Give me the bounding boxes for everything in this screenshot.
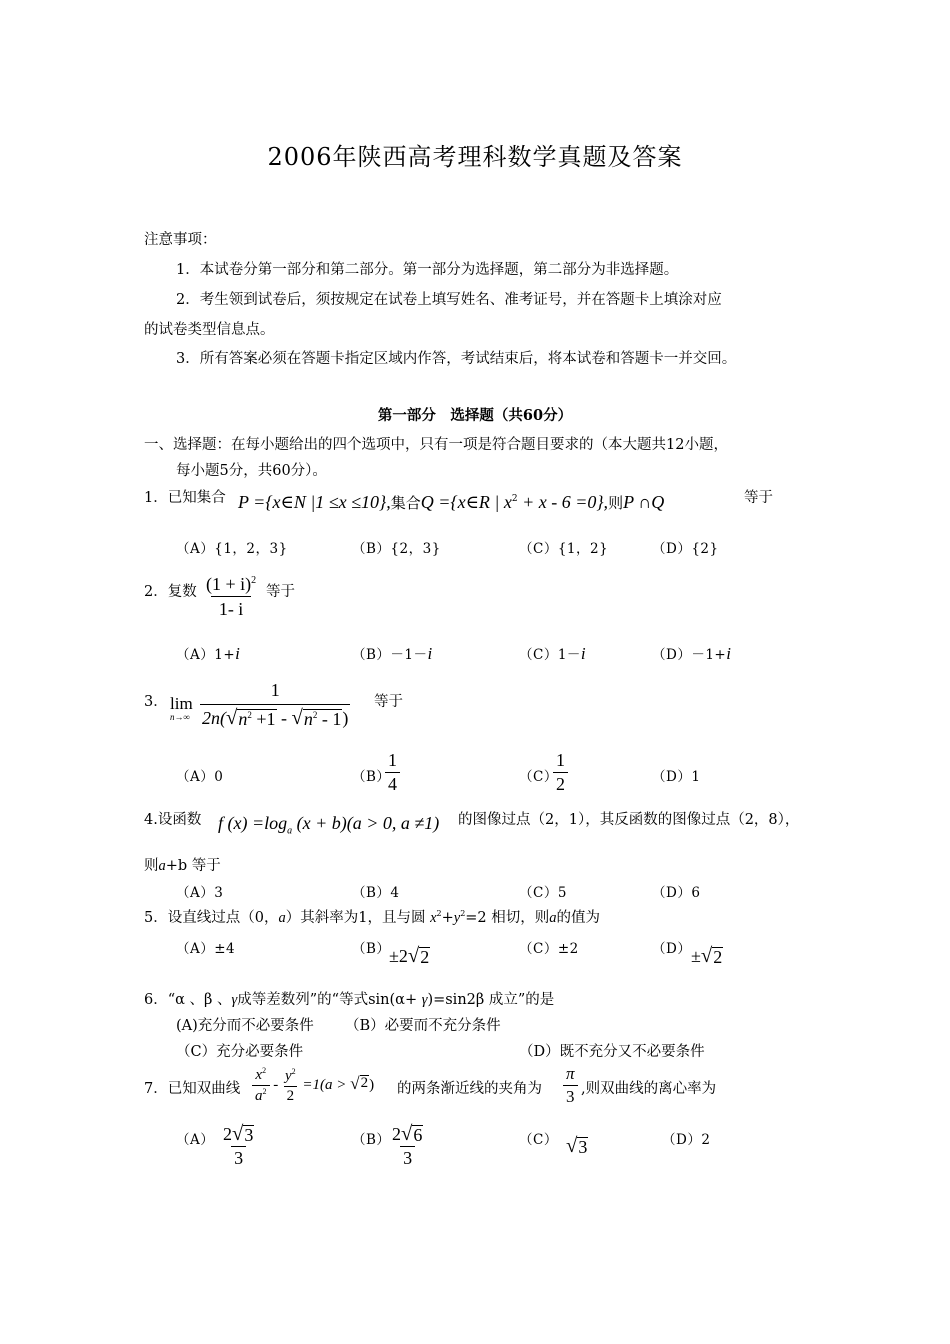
part1-heading: 第一部分 选择题（共60分） bbox=[377, 407, 573, 424]
question-3-number: 3． bbox=[144, 694, 168, 710]
question-1-option-b: （B）{2，3} bbox=[352, 541, 441, 557]
question-1-stem: 1．已知集合 bbox=[144, 490, 226, 506]
notice-item-2-cont: 的试卷类型信息点。 bbox=[144, 322, 275, 338]
question-5-option-c: （C）±2 bbox=[519, 941, 579, 957]
question-5-stem: 5．设直线过点（0，a）其斜率为1，且与圆 $x^2+y^2=2$ 相切，则a的值为 bbox=[144, 909, 601, 926]
question-7-stem: 7．已知双曲线 bbox=[144, 1081, 241, 1097]
question-7-option-b-fraction: 2 √ 6 3 bbox=[392, 1123, 423, 1168]
question-3-fraction: 1 2n( √ $n^2 +1$ - √ $n^2 - 1$ ) bbox=[202, 680, 349, 729]
question-7-option-c-expr: √ 3 bbox=[566, 1135, 588, 1157]
notice-item-1: 1．本试卷分第一部分和第二部分。第一部分为选择题，第二部分为非选择题。 bbox=[176, 262, 679, 278]
question-2-tail: 等于 bbox=[266, 584, 295, 600]
question-2-option-b: （B）－1－i bbox=[352, 644, 433, 663]
question-4-line2: 则a+b 等于 bbox=[144, 858, 221, 874]
question-7-pi-fraction: $\frac{\pi}{3}$ bbox=[563, 1064, 578, 1107]
question-number: 1． bbox=[144, 490, 168, 506]
question-7-tail: ,则双曲线的离心率为 bbox=[581, 1081, 717, 1097]
question-4-option-d: （D）6 bbox=[652, 885, 701, 901]
part1-intro-line2: 每小题5分，共60分）。 bbox=[176, 463, 327, 479]
question-7-option-c: （C） bbox=[519, 1132, 558, 1148]
question-6-option-b: （B）必要而不充分条件 bbox=[345, 1018, 501, 1034]
question-2-option-c: （C）1－i bbox=[519, 644, 587, 663]
question-1-tail: 等于 bbox=[744, 490, 773, 506]
question-4-tail: 的图像过点（2，1），其反函数的图像过点（2，8）， bbox=[458, 812, 800, 828]
question-5-option-b-expr: ±2 √ 2 bbox=[389, 945, 430, 967]
question-4-stem: 4.设函数 bbox=[144, 812, 202, 828]
question-7-formula: $\frac{x^2}{a^2}$ - $\frac{y^2}{2}$ =1(a > √ 2 ) bbox=[252, 1066, 374, 1105]
question-4-option-b: （B）4 bbox=[352, 885, 400, 901]
notice-heading: 注意事项： bbox=[144, 232, 217, 248]
question-3-option-b: （B） bbox=[352, 769, 391, 785]
question-5-option-a: （A）±4 bbox=[176, 941, 236, 957]
question-3-lim: lim bbox=[170, 694, 193, 713]
question-2-option-d: （D）－1+i bbox=[652, 644, 732, 663]
question-1-option-a: （A）{1，2，3} bbox=[176, 541, 288, 557]
question-5-option-b: （B） bbox=[352, 941, 391, 957]
question-7-option-d: （D）2 bbox=[662, 1132, 711, 1148]
question-3-option-c: （C） bbox=[519, 769, 558, 785]
question-7-mid: 的两条渐近线的夹角为 bbox=[397, 1081, 542, 1097]
question-1-option-c: （C）{1，2} bbox=[519, 541, 609, 557]
question-5-option-d-expr: ± √ 2 bbox=[691, 945, 723, 967]
notice-item-2: 2．考生领到试卷后，须按规定在试卷上填写姓名、准考证号，并在答题卡上填涂对应 bbox=[176, 292, 722, 308]
question-7-option-a: （A） bbox=[176, 1132, 215, 1148]
question-3-option-c-fraction: $\frac{1}{2}$ bbox=[553, 750, 568, 795]
notice-item-3: 3．所有答案必须在答题卡指定区域内作答，考试结束后，将本试卷和答题卡一并交回。 bbox=[176, 351, 737, 367]
question-2-fraction: $\frac{(1 + i)^2}{1- i}$ bbox=[206, 574, 257, 619]
question-7-option-b: （B） bbox=[352, 1132, 391, 1148]
question-6-option-a: (A)充分而不必要条件 bbox=[176, 1018, 314, 1034]
question-3-option-a: （A）0 bbox=[176, 769, 224, 785]
question-3-tail: 等于 bbox=[374, 694, 403, 710]
part1-intro-line1: 一、选择题：在每小题给出的四个选项中，只有一项是符合题目要求的（本大题共12小题， bbox=[144, 437, 728, 453]
question-7-option-a-fraction: 2 √ 3 3 bbox=[223, 1123, 254, 1168]
question-6-option-c: （C）充分必要条件 bbox=[176, 1044, 304, 1060]
question-4-formula: f $(x) =\log_a$ (x + b)(a > 0, a ≠1) bbox=[218, 813, 440, 837]
question-2-stem: 2．复数 bbox=[144, 584, 197, 600]
question-4-option-a: （A）3 bbox=[176, 885, 224, 901]
question-3-lim-sub: n→∞ bbox=[170, 712, 190, 722]
question-3-option-b-fraction: $\frac{1}{4}$ bbox=[385, 750, 400, 795]
question-1-option-d: （D）{2} bbox=[652, 541, 719, 557]
question-6-stem: 6．“α 、β 、γ成等差数列”的“等式sin(α+ γ)=sin2β 成立”的是 bbox=[144, 992, 555, 1008]
question-5-option-d: （D） bbox=[652, 941, 692, 957]
question-6-option-d: （D）既不充分又不必要条件 bbox=[519, 1044, 705, 1060]
question-1-formula: P ={x∈N |1 ≤x ≤10},集合Q ={x∈R | $x^2 + x - 6 =0$},则P ∩Q bbox=[238, 492, 665, 512]
question-4-option-c: （C）5 bbox=[519, 885, 567, 901]
page-title: 2006年陕西高考理科数学真题及答案 bbox=[267, 143, 683, 171]
question-2-option-a: （A）1+i bbox=[176, 644, 241, 663]
question-3-option-d: （D）1 bbox=[652, 769, 701, 785]
